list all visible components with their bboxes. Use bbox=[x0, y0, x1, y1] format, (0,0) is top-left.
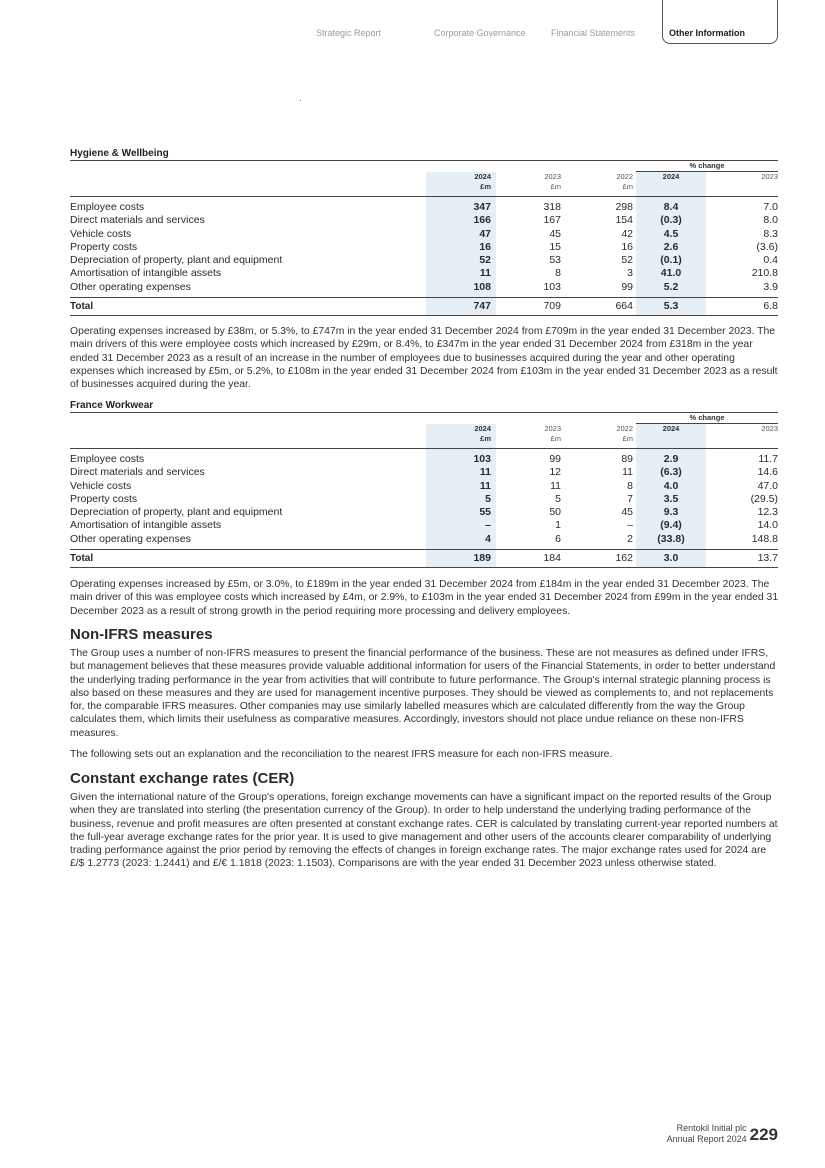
table-row bbox=[70, 267, 778, 280]
cer-paragraph: Given the international nature of the Group's operations, foreign exchange movements can have a significant impact on the reported results of the Group when they are translated into sterling (the presentation currency of the Group). In order to help understand the underlying trading performance of the business, revenue and profit measures are often presented at constant exchange rates. CER is calculated by translating current-year reported numbers at the full-year average exchange rates for the prior year. It is used to give management and other users of the accounts clearer comparability of underlying trading performance against the prior period by removing the effects of changes in foreign exchange rates. The major exchange rates used for 2024 are £/$ 1.2773 (2023: 1.2441) and £/€ 1.1818 (2023: 1.1503). Comparisons are with the year ended 31 December 2023 unless otherwise stated. bbox=[70, 792, 778, 870]
pct-change-2024: (9.4) bbox=[636, 519, 706, 532]
pct-change-2023: (3.6) bbox=[756, 240, 778, 253]
total-2023: 184 bbox=[496, 550, 566, 568]
total-2024: 189 bbox=[426, 550, 496, 568]
company-name: Rentokil Initial plc bbox=[676, 1123, 747, 1133]
non-ifrs-paragraph-2: The following sets out an explanation and the reconciliation to the nearest IFRS measure for each non-IFRS measure. bbox=[70, 749, 613, 760]
value-2023: 8 bbox=[555, 267, 561, 280]
col-pchg-2023: 2023 bbox=[761, 172, 778, 181]
percent-change-header: % change bbox=[636, 413, 778, 424]
pct-change-2023: 7.0 bbox=[763, 201, 778, 213]
total-row bbox=[70, 298, 778, 316]
pct-change-2023: 3.9 bbox=[763, 280, 778, 293]
value-2024: 4 bbox=[426, 533, 496, 550]
table-row bbox=[70, 197, 778, 215]
pct-change-2023: 14.6 bbox=[757, 466, 778, 479]
value-2022: 7 bbox=[627, 492, 633, 505]
value-2023: 6 bbox=[555, 532, 561, 545]
value-2024: 11 bbox=[426, 466, 496, 479]
unit-2023: £m bbox=[550, 182, 561, 191]
col-2024: 2024 bbox=[426, 172, 496, 183]
table-row bbox=[70, 506, 778, 519]
table-row bbox=[70, 480, 778, 493]
value-2024: 347 bbox=[426, 197, 496, 215]
table-row bbox=[70, 466, 778, 479]
value-2022: 42 bbox=[621, 227, 633, 240]
value-2022: 2 bbox=[627, 532, 633, 545]
pct-change-2023: 210.8 bbox=[751, 267, 778, 280]
table-row bbox=[70, 281, 778, 298]
value-2023: 12 bbox=[549, 466, 561, 479]
pct-change-2024: (0.3) bbox=[636, 214, 706, 227]
row-label: Vehicle costs bbox=[70, 479, 132, 492]
value-2022: 8 bbox=[627, 479, 633, 492]
pct-change-2023: 11.7 bbox=[758, 453, 778, 465]
row-label: Other operating expenses bbox=[70, 532, 191, 545]
table-row bbox=[70, 533, 778, 550]
table-row bbox=[70, 449, 778, 467]
value-2022: 89 bbox=[621, 453, 633, 465]
row-label: Depreciation of property, plant and equipment bbox=[70, 506, 283, 519]
pct-change-2023: (29.5) bbox=[750, 492, 778, 505]
row-label: Vehicle costs bbox=[70, 227, 132, 240]
unit-2024: £m bbox=[426, 182, 496, 197]
tab-strategic-report[interactable]: Strategic Report bbox=[316, 28, 382, 38]
value-2023: 103 bbox=[543, 280, 561, 293]
france-table-title: France Workwear bbox=[70, 400, 154, 411]
value-2022: – bbox=[627, 519, 633, 532]
pct-change-2023: 12.3 bbox=[757, 506, 778, 519]
tab-other-information[interactable]: Other Information bbox=[662, 0, 778, 44]
unit-2022: £m bbox=[622, 182, 633, 191]
row-label: Employee costs bbox=[70, 201, 145, 213]
value-2024: 55 bbox=[426, 506, 496, 519]
value-2023: 45 bbox=[549, 227, 561, 240]
section-nav bbox=[0, 0, 825, 46]
col-2023: 2023 bbox=[544, 171, 561, 181]
value-2024: 108 bbox=[426, 281, 496, 298]
value-2024: 11 bbox=[426, 267, 496, 280]
tab-financial-statements[interactable]: Financial Statements bbox=[551, 28, 636, 38]
unit-2022: £m bbox=[622, 434, 633, 443]
value-2022: 3 bbox=[627, 267, 633, 280]
pct-change-2024: 5.2 bbox=[636, 281, 706, 298]
value-2022: 99 bbox=[621, 280, 633, 293]
pct-change-2024: 2.6 bbox=[636, 241, 706, 254]
pct-change-2024: 3.5 bbox=[636, 493, 706, 506]
pct-change-2024: 41.0 bbox=[636, 267, 706, 280]
pct-change-2024: 4.0 bbox=[636, 480, 706, 493]
total-2023: 709 bbox=[496, 298, 566, 316]
hygiene-table-title: Hygiene & Wellbeing bbox=[70, 148, 169, 159]
hygiene-table bbox=[70, 160, 778, 316]
pct-change-2024: (0.1) bbox=[636, 254, 706, 267]
col-2024: 2024 bbox=[426, 424, 496, 435]
value-2024: 103 bbox=[426, 449, 496, 467]
non-ifrs-paragraph-1: The Group uses a number of non-IFRS measures to present the financial performance of the business. These are not measures as defined under IFRS, but management believes that these measures provide valuable additional information for users of the Financial Statements, in order to better understand the underlying trading performance in the year from activities that will contribute to future performance. The Group's internal strategic planning process is also based on these measures and they are used for management incentive purposes. They should be viewed as complements to, and not replacements for, the comparable IFRS measures. Other companies may use similarly labelled measures which are calculated differently from the way the Group calculates them, which limits their usefulness as comparative measures. Accordingly, investors should not place undue reliance on these non-IFRS measures. bbox=[70, 648, 776, 739]
col-2022: 2022 bbox=[616, 423, 633, 433]
hygiene-commentary: Operating expenses increased by £38m, or 5.3%, to £747m in the year ended 31 December 2024 from £709m in the year ended 31 December 2023. The main drivers of this were employee costs which increased by £29m, or 8.4%, to £347m in the year ended 31 December 2024 from £318m in the year ended 31 December 2023 as a result of an increase in the number of employees due to businesses acquired during the year and other operating expenses which increased by £5m, or 5.2%, to £108m in the year ended 31 December 2024 from £103m in the year ended 31 December 2023 as a result of businesses acquired during the year. bbox=[70, 326, 778, 391]
value-2022: 154 bbox=[615, 214, 633, 227]
value-2023: 50 bbox=[549, 506, 561, 519]
table-row bbox=[70, 214, 778, 227]
value-2024: 47 bbox=[426, 228, 496, 241]
total-pct-change-2023: 6.8 bbox=[706, 298, 778, 316]
value-2022: 45 bbox=[621, 506, 633, 519]
percent-change-header: % change bbox=[636, 161, 778, 172]
value-2024: 166 bbox=[426, 214, 496, 227]
table-row bbox=[70, 241, 778, 254]
value-2024: 11 bbox=[426, 480, 496, 493]
pct-change-2023: 0.4 bbox=[763, 254, 778, 267]
value-2023: 1 bbox=[555, 519, 561, 532]
pct-change-2023: 8.0 bbox=[763, 214, 778, 227]
total-row bbox=[70, 550, 778, 568]
pct-change-2024: 2.9 bbox=[636, 449, 706, 467]
total-2024: 747 bbox=[426, 298, 496, 316]
tab-corporate-governance[interactable]: Corporate Governance bbox=[434, 28, 526, 38]
total-label: Total bbox=[70, 550, 426, 568]
value-2022: 298 bbox=[615, 201, 633, 213]
total-2022: 162 bbox=[566, 550, 636, 568]
col-pchg-2024: 2024 bbox=[636, 424, 706, 435]
page-number: 229 bbox=[749, 1125, 778, 1144]
stray-mark bbox=[300, 100, 301, 101]
col-2022: 2022 bbox=[616, 171, 633, 181]
row-label: Property costs bbox=[70, 492, 138, 505]
value-2023: 167 bbox=[543, 214, 561, 227]
pct-change-2023: 8.3 bbox=[763, 227, 778, 240]
value-2024: 52 bbox=[426, 254, 496, 267]
row-label: Other operating expenses bbox=[70, 280, 191, 293]
row-label: Direct materials and services bbox=[70, 466, 205, 479]
table-row bbox=[70, 228, 778, 241]
unit-2023: £m bbox=[550, 434, 561, 443]
value-2022: 11 bbox=[622, 466, 633, 479]
value-2023: 15 bbox=[549, 240, 561, 253]
page-footer bbox=[667, 1123, 778, 1144]
total-pct-change-2024: 5.3 bbox=[636, 298, 706, 316]
row-label: Amortisation of intangible assets bbox=[70, 267, 222, 280]
value-2024: 5 bbox=[426, 493, 496, 506]
value-2023: 318 bbox=[543, 201, 561, 213]
col-2023: 2023 bbox=[544, 423, 561, 433]
total-2022: 664 bbox=[566, 298, 636, 316]
value-2023: 11 bbox=[550, 479, 561, 492]
pct-change-2024: 4.5 bbox=[636, 228, 706, 241]
pct-change-2024: (6.3) bbox=[636, 466, 706, 479]
row-label: Employee costs bbox=[70, 453, 145, 465]
value-2023: 53 bbox=[549, 254, 561, 267]
row-label: Depreciation of property, plant and equipment bbox=[70, 254, 283, 267]
value-2022: 16 bbox=[621, 240, 633, 253]
cer-heading: Constant exchange rates (CER) bbox=[70, 770, 295, 787]
col-pchg-2024: 2024 bbox=[636, 172, 706, 183]
total-pct-change-2023: 13.7 bbox=[706, 550, 778, 568]
unit-2024: £m bbox=[426, 434, 496, 449]
pct-change-2023: 148.8 bbox=[751, 532, 778, 545]
pct-change-2023: 14.0 bbox=[757, 519, 778, 532]
value-2022: 52 bbox=[621, 254, 633, 267]
value-2024: 16 bbox=[426, 241, 496, 254]
col-pchg-2023: 2023 bbox=[761, 424, 778, 433]
value-2024: – bbox=[426, 519, 496, 532]
table-row bbox=[70, 493, 778, 506]
row-label: Direct materials and services bbox=[70, 214, 205, 227]
pct-change-2024: 9.3 bbox=[636, 506, 706, 519]
table-row bbox=[70, 254, 778, 267]
table-row bbox=[70, 519, 778, 532]
non-ifrs-heading: Non-IFRS measures bbox=[70, 626, 213, 643]
pct-change-2023: 47.0 bbox=[757, 479, 778, 492]
row-label: Property costs bbox=[70, 240, 138, 253]
total-pct-change-2024: 3.0 bbox=[636, 550, 706, 568]
pct-change-2024: 8.4 bbox=[636, 197, 706, 215]
report-name: Annual Report 2024 bbox=[666, 1133, 747, 1144]
value-2023: 5 bbox=[555, 492, 561, 505]
total-label: Total bbox=[70, 298, 426, 316]
value-2023: 99 bbox=[549, 453, 561, 465]
row-label: Amortisation of intangible assets bbox=[70, 519, 222, 532]
france-commentary: Operating expenses increased by £5m, or 3.0%, to £189m in the year ended 31 December 2024 from £184m in the year ended 31 December 2023. The main driver of this was employee costs which increased by £4m, or 2.9%, to £103m in the year ended 31 December 2024 from £99m in the year ended 31 December 2023 as a result of strong growth in the period requiring more processing and delivery employees. bbox=[70, 579, 779, 617]
pct-change-2024: (33.8) bbox=[636, 533, 706, 550]
france-table bbox=[70, 412, 778, 568]
footer-publication bbox=[667, 1123, 747, 1144]
